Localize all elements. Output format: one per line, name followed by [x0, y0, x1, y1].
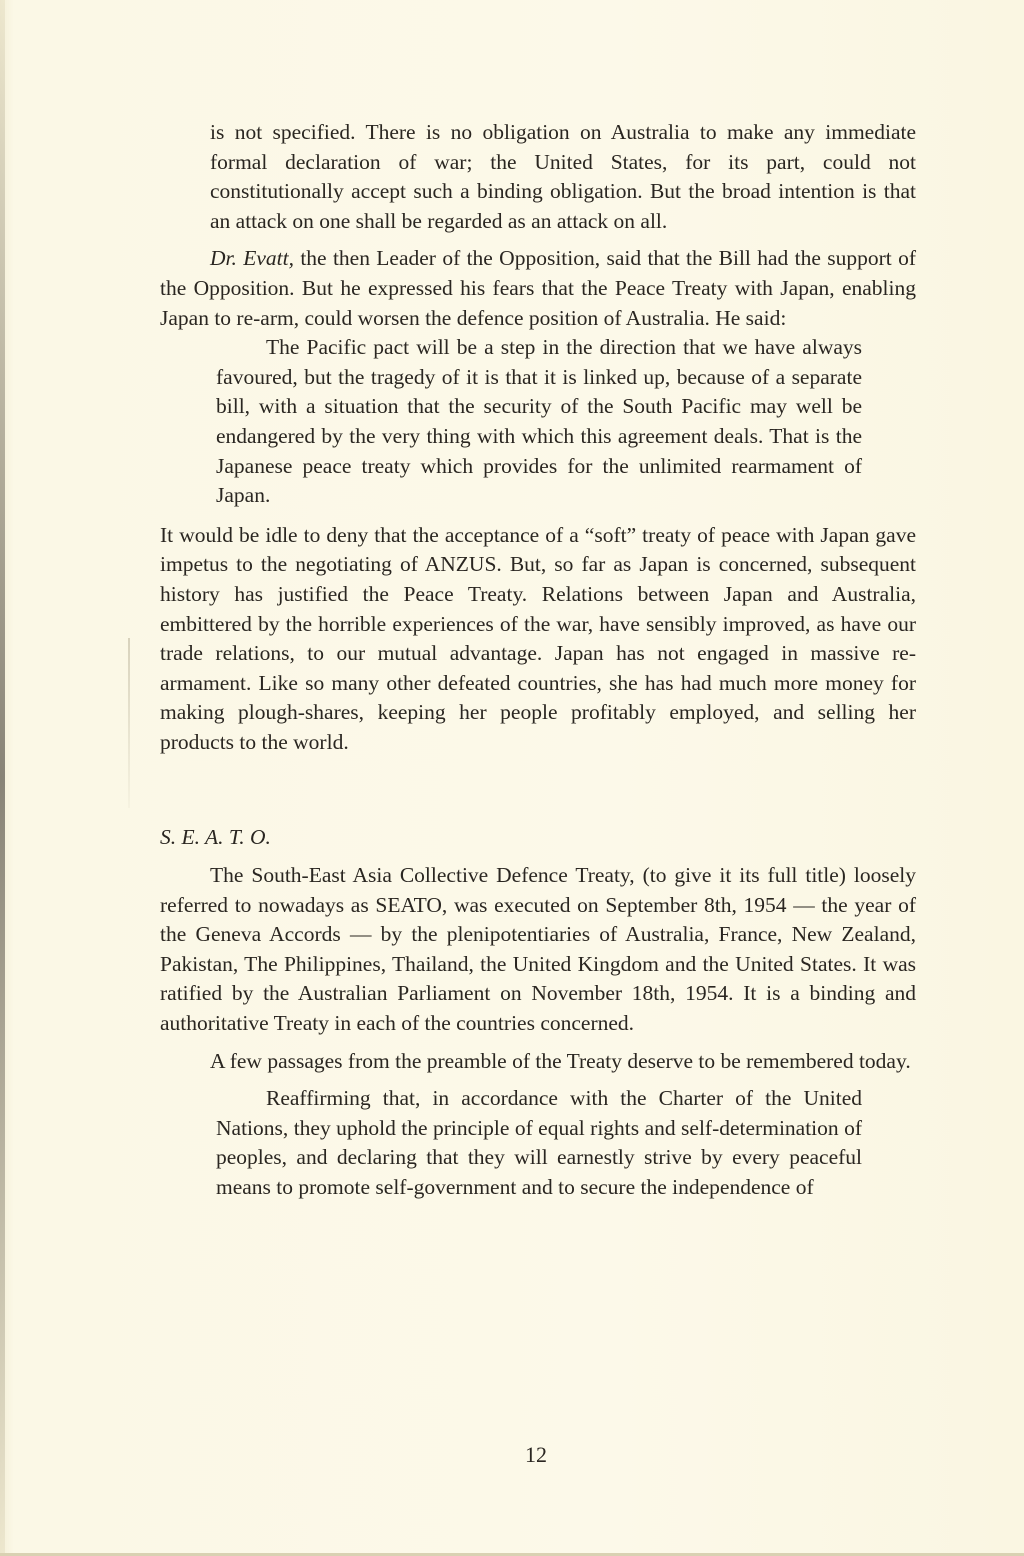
page-left-edge [0, 0, 5, 1556]
paragraph-evatt [160, 244, 916, 333]
speaker-name: Dr. Evatt, [210, 246, 294, 271]
page-body [160, 118, 916, 1203]
section-heading-seato: S. E. A. T. O. [160, 825, 271, 850]
paragraph-preamble-intro: A few passages from the preamble of the Treaty deserve to be remembered today. [210, 1048, 911, 1073]
margin-pencil-mark [128, 638, 130, 808]
paragraph-continuation: is not specified. There is no obligation on Australia to make any immediate formal declaration of war; the United States, for its part, could not constitutionally accept such a binding obligation. But the broad intention is that an attack on one shall be regarded as an attack on all. [210, 120, 916, 233]
paragraph-seato-treaty: The South-East Asia Collective Defence Treaty, (to give it its full title) loosely referred to nowadays as SEATO, was executed on September 8th, 1954 — the year of the Geneva Accords — by the plenipotentiaries of Australia, France, New Zealand, Pakistan, The Philippines, Thailand, the United Kingdom and the United States. It was ratified by the Australian Parliament on November 18th, 1954. It is a binding and authoritative Treaty in each of the countries concerned. [160, 863, 916, 1036]
block-quote-preamble: Reaffirming that, in accordance with the Charter of the United Nations, they uphold the principle of equal rights and self-determination of peoples, and declaring that they will earnestly strive by every peaceful means to promote self-government and to secure the independence of [216, 1086, 862, 1199]
page-number: 12 [525, 1442, 547, 1467]
block-quote-evatt: The Pacific pact will be a step in the direction that we have always favoured, but the tragedy of it is that it is linked up, because of a separate bill, with a situation that the security of the South Pacific may well be endangered by the very thing with which this agreement deals. That is the Japanese peace treaty which provides for the unlimited rearmament of Japan. [216, 335, 862, 508]
paragraph-soft-treaty: It would be idle to deny that the acceptance of a “soft” treaty of peace with Japan gave impetus to the negotiating of ANZUS. But, so far as Japan is concerned, subsequent history has justified the Peace Treaty. Relations between Japan and Australia, embittered by the horrible experiences of the war, have sensibly improved, as have our trade relations, to our mutual advantage. Japan has not engaged in massive re-armament. Like so many other defeated countries, she has had much more money for making plough-shares, keeping her people profitably employed, and selling her products to the world. [160, 522, 916, 754]
paragraph-evatt-text: the then Leader of the Opposition, said that the Bill had the support of the Opposition. But he expressed his fears that the Peace Treaty with Japan, enabling Japan to re-arm, could worsen the defence position of Australia. He said: [160, 246, 916, 330]
